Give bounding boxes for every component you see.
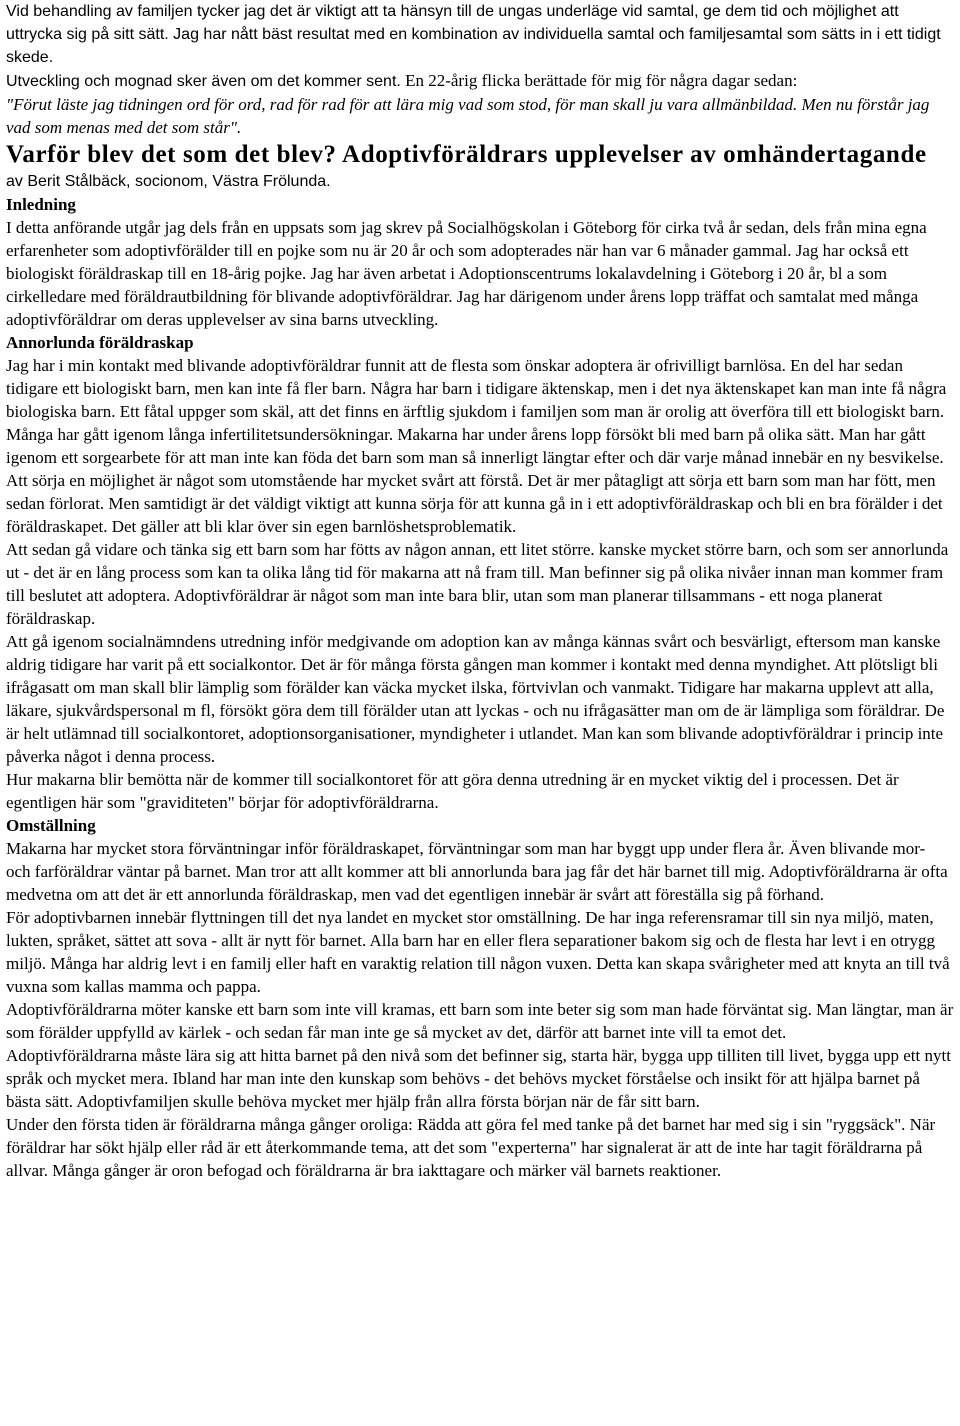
section-heading: Annorlunda föräldraskap [6,333,194,352]
article-title: Varför blev det som det blev? Adoptivföräldrars upplevelser av omhändertagande [6,141,927,168]
paragraph: Hur makarna blir bemötta när de kommer till socialkontoret för att göra denna utredning är en mycket viktig del i processen. Det är egentligen här som "graviditeten" börjar för adoptivföräldrarna. [6,770,899,812]
intro-sentence-sans: Utveckling och mognad sker även om det kommer sent. [6,73,401,90]
paragraph: I detta anförande utgår jag dels från en uppsats som jag skrev på Socialhögskolan i Göteborg för cirka två år sedan, dels från mina egna erfarenheter som adoptivförälder till en pojke som nu är 20 år och som adopterades när han var 6 månader gammal. Jag har också ett biologiskt föräldraskap till en 18-årig pojke. Jag har även arbetat i Adoptionscentrums lokalavdelning i Göteborg i 20 år, bl a som cirkelledare med föräldrautbildning för blivande adoptivföräldrar. Jag har därigenom under årens lopp träffat och samtalat med många adoptivföräldrar om deras upplevelser av sina barns utveckling. [6,218,927,329]
paragraph: Under den första tiden är föräldrarna många gånger oroliga: Rädda att göra fel med tanke på det barnet har med sig i sin "ryggsäck". När föräldrar har sökt hjälp eller råd är ett återkommande tema, att det som "experterna" har signalerat är att de inte har tagit föräldrarna på allvar. Många gånger är oron befogad och föräldrarna är bra iakttagare och märker väl barnets reaktioner. [6,1115,936,1180]
section-heading: Omställning [6,816,96,835]
section-heading: Inledning [6,195,76,214]
section-annorlunda-foraldraskap [6,331,954,814]
intro-paragraph-2 [6,69,954,139]
intro-paragraph-1: Vid behandling av familjen tycker jag det är viktigt att ta hänsyn till de ungas underläge vid samtal, ge dem tid och möjlighet att uttrycka sig på sitt sätt. Jag har nått bäst resultat med en kombination av individuella samtal och familjesamtal som sätts in i ett tidigt skede. [6,3,941,66]
paragraph: Adoptivföräldrarna möter kanske ett barn som inte vill kramas, ett barn som inte beter sig som man hade förväntat sig. Man längtar, man är som förälder uppfylld av kärlek - och sedan får man inte ge så mycket av det, därför att barnet inte vill ta emot det. [6,1000,954,1042]
intro-quote: "Förut läste jag tidningen ord för ord, rad för rad för att lära mig vad som stod, för man skall ju vara allmänbildad. Men nu förstår jag vad som menas med det som står". [6,95,930,137]
paragraph: För adoptivbarnen innebär flyttningen till det nya landet en mycket stor omställning. De har inga referensramar till sin nya miljö, maten, lukten, språket, sättet att sova - allt är nytt för barnet. Alla barn har en eller flera separationer bakom sig och de flesta har levt i en otrygg miljö. Många har aldrig levt i en familj eller haft en varaktig relation till någon vuxen. Detta kan skapa svårigheter med att knyta an till två vuxna som kallas mamma och pappa. [6,908,950,996]
article-byline: av Berit Stålbäck, socionom, Västra Frölunda. [6,173,331,190]
paragraph: Adoptivföräldrarna måste lära sig att hitta barnet på den nivå som det befinner sig, starta här, bygga upp tilliten till livet, bygga upp ett nytt språk och mycket mera. Ibland har man inte den kunskap som behövs - det behövs mycket förståelse och insikt för att hjälpa barnet på bästa sätt. Adoptivfamiljen skulle behöva mycket mer hjälp från allra första början när de får sitt barn. [6,1046,951,1111]
paragraph: Att gå igenom socialnämndens utredning inför medgivande om adoption kan av många kännas svårt och besvärligt, eftersom man kanske aldrig tidigare har varit på ett socialkontor. Det är för många första gången man kommer i kontakt med denna myndighet. Att plötsligt bli ifrågasatt om man skall blir lämplig som förälder kan väcka mycket ilska, förtvivlan och vanmakt. Tidigare har makarna upplevt att alla, läkare, sjukvårdspersonal m fl, försökt göra dem till förälder utan att lyckas - och nu ifrågasätter man om de är lämpliga som föräldrar. De är helt utlämnad till socialkontoret, adoptionsorganisationer, myndigheter i utlandet. Man kan som blivande adoptivföräldrar i princip inte påverka något i denna process. [6,632,945,766]
paragraph: Jag har i min kontakt med blivande adoptivföräldrar funnit att de flesta som önskar adoptera är ofrivilligt barnlösa. En del har sedan tidigare ett biologiskt barn, men kan inte få fler barn. Några har barn i tidigare äktenskap, men i det nya äktenskapet kan man inte få några biologiska barn. Ett fåtal uppger som skäl, att det finns en ärftlig sjukdom i familjen som man är orolig att överföra till ett biologiskt barn. [6,356,947,421]
paragraph: Makarna har mycket stora förväntningar inför föräldraskapet, förväntningar som man har byggt upp under flera år. Även blivande mor- och farföräldrar väntar på barnet. Man tror att allt kommer att bli annorlunda bara jag får det här barnet till mig. Adoptivföräldrarna är ofta medvetna om att det är ett annorlunda föräldraskap, men vad det egentligen innebär är svårt att föreställa sig på förhand. [6,839,948,904]
intro-sentence-serif: En 22-årig flicka berättade för mig för några dagar sedan: [400,71,798,90]
section-inledning [6,193,954,331]
paragraph: Många har gått igenom långa infertilitetsundersökningar. Makarna har under årens lopp försökt bli med barn på olika sätt. Man har gått igenom ett sorgearbete för att man inte kan föda det barn som man så innerligt längtar efter och där varje månad innebär en ny besvikelse. Att sörja en möjlighet är något som utomstående har mycket svårt att förstå. Det är mer påtagligt att sörja ett barn som man har fött, men sedan förlorat. Men samtidigt är det väldigt viktigt att kunna sörja för att kunna gå in i ett adoptivföräldraskap och bli en bra förälder i det föräldraskapet. Det gäller att bli klar över sin egen barnlöshetsproblematik. [6,425,944,536]
paragraph: Att sedan gå vidare och tänka sig ett barn som har fötts av någon annan, ett litet större. kanske mycket större barn, och som ser annorlunda ut - det är en lång process som kan ta olika lång tid för makarna att nå fram till. Man befinner sig på olika nivåer innan man kommer fram till beslutet att adoptera. Adoptivföräldrar är något som man inte bara blir, utan som man planerar tillsammans - ett noga planerat föräldraskap. [6,540,949,628]
section-omstallning [6,814,954,1182]
